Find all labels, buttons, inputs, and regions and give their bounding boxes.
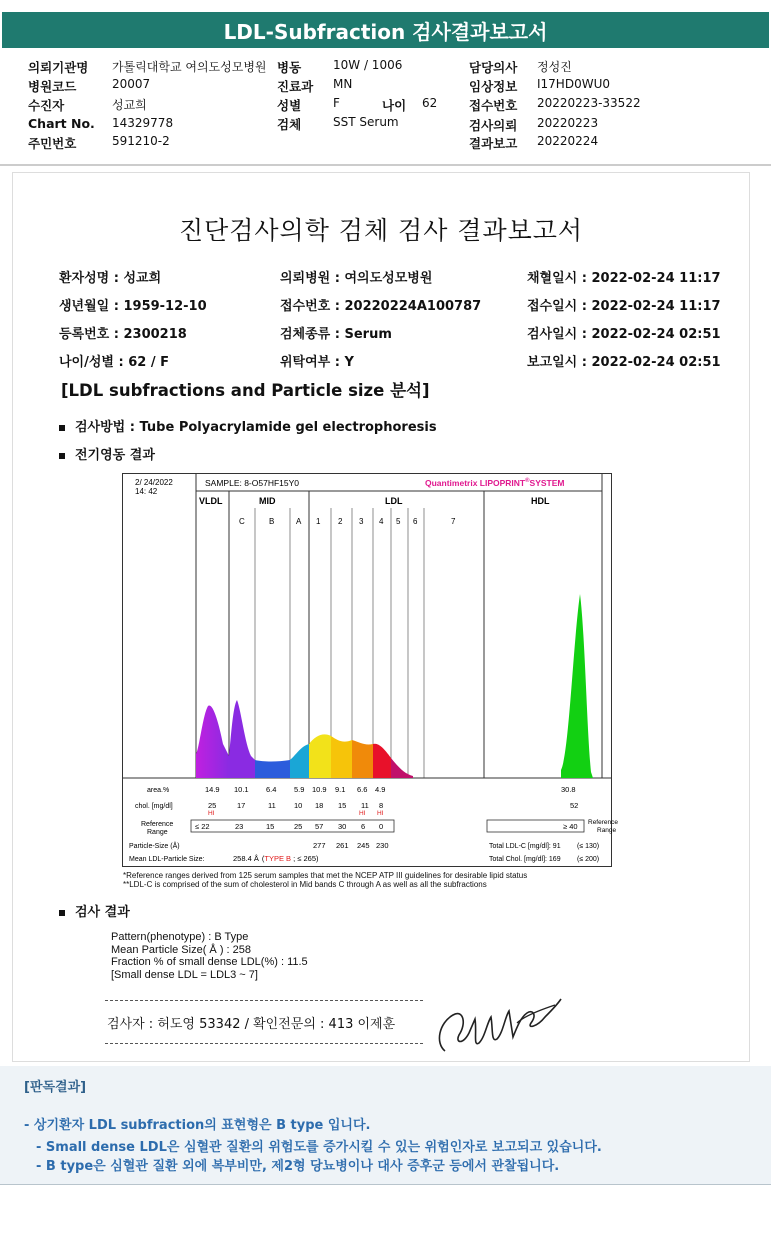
peak-ldl-3 xyxy=(352,740,373,778)
particle-3: 245 xyxy=(357,841,370,850)
chart-date: 2/ 24/2022 xyxy=(135,478,173,487)
ref-1: 57 xyxy=(315,822,324,831)
band-1: 1 xyxy=(316,517,321,526)
total-chol-ref: (≤ 200) xyxy=(577,856,600,863)
info-hospital: 의뢰병원 : 여의도성모병원 xyxy=(280,271,433,286)
ref-hdl: ≥ 40 xyxy=(563,822,578,831)
electro-line xyxy=(59,444,155,463)
mean-size-value: 258.4 Å xyxy=(233,854,259,863)
interpretation-line-3: - B type은 심혈관 질환 외에 복부비만, 제2형 당뇨병이나 대사 증후군 등에서 관찰됩니다. xyxy=(36,1159,560,1174)
label-clinical-info: 임상정보 xyxy=(469,79,518,94)
interpretation-heading: [판독결과] xyxy=(24,1080,87,1095)
particle-2: 261 xyxy=(336,841,349,850)
area-vldl: 14.9 xyxy=(205,785,220,794)
ref-values xyxy=(195,822,578,831)
hi-vldl: HI xyxy=(208,810,215,817)
report-sheet xyxy=(12,172,750,1062)
electrophoresis-chart xyxy=(122,473,618,867)
chol-b: 11 xyxy=(268,801,276,810)
report-title: 진단검사의학 검체 검사 결과보고서 xyxy=(178,216,584,245)
method-text: 검사방법 : Tube Polyacrylamide gel electrophoresis xyxy=(75,420,437,435)
peak-ldl-2 xyxy=(331,736,352,778)
label-chart-no: Chart No. xyxy=(28,116,95,131)
value-ward: 10W / 1006 xyxy=(333,58,403,72)
ref-3: 6 xyxy=(361,822,366,831)
row-ref-label: Reference xyxy=(141,821,174,828)
result-details xyxy=(111,931,308,981)
label-request-date: 검사의뢰 xyxy=(469,118,518,133)
top-strip xyxy=(0,0,771,8)
signature-text: 검사자 : 허도영 53342 / 확인전문의 : 413 이제훈 xyxy=(107,1017,396,1032)
chol-a: 10 xyxy=(294,801,303,810)
electro-label: 전기영동 결과 xyxy=(75,448,155,463)
label-ward: 병동 xyxy=(277,60,302,75)
electrophoresis-svg xyxy=(123,474,618,866)
label-sex: 성별 xyxy=(277,98,302,113)
note-1: *Reference ranges derived from 125 serum samples that met the NCEP ATP III guidelines for desirable lipid status xyxy=(123,871,528,880)
peak-ldl-4 xyxy=(373,744,391,778)
interpretation-panel xyxy=(0,1066,771,1185)
value-request-date: 20220223 xyxy=(537,116,599,130)
chol-hdl: 52 xyxy=(570,801,579,810)
chart-system-tail: SYSTEM xyxy=(529,478,565,488)
info-report-time: 보고일시 : 2022-02-24 02:51 xyxy=(527,355,721,370)
band-2: 2 xyxy=(338,517,343,526)
info-receipt-time: 접수일시 : 2022-02-24 11:17 xyxy=(527,299,721,314)
order-header xyxy=(0,52,771,166)
value-physician: 정성진 xyxy=(537,60,572,74)
value-chart-no: 14329778 xyxy=(112,116,174,130)
peak-mid-b xyxy=(255,760,290,778)
area-b: 6.4 xyxy=(266,785,277,794)
peak-hdl xyxy=(561,594,593,778)
value-sex: F xyxy=(333,96,340,110)
signature-stroke xyxy=(439,999,561,1051)
row-area-label: area.% xyxy=(147,787,170,794)
chol-3: 11 xyxy=(361,801,369,810)
label-specimen: 검체 xyxy=(277,117,302,132)
info-birth: 생년월일 : 1959-12-10 xyxy=(59,299,207,314)
row-particle-label: Particle-Size (Å) xyxy=(129,843,180,850)
chol-values xyxy=(208,801,578,810)
mean-size-line xyxy=(233,854,319,863)
signature-block xyxy=(105,1000,423,1044)
note-2: **LDL-C is comprised of the sum of cholesterol in Mid bands C through A as well as all the subfractions xyxy=(123,880,487,889)
particle-1: 277 xyxy=(313,841,326,850)
chol-1: 18 xyxy=(315,801,324,810)
bullet-icon xyxy=(59,910,65,916)
chart-time: 14: 42 xyxy=(135,487,158,496)
row-range-label: Range xyxy=(147,829,168,836)
info-test-time: 검사일시 : 2022-02-24 02:51 xyxy=(527,327,721,342)
chart-system xyxy=(425,477,565,488)
label-physician: 담당의사 xyxy=(469,60,518,75)
label-receipt-no: 접수번호 xyxy=(469,98,518,113)
group-mid: MID xyxy=(259,496,276,506)
band-6: 6 xyxy=(413,517,418,526)
page-title: LDL-Subfraction 검사결과보고서 xyxy=(2,12,769,48)
chart-system-name: Quantimetrix LIPOPRINT xyxy=(425,478,526,488)
method-line xyxy=(59,416,437,435)
info-reg-no: 등록번호 : 2300218 xyxy=(59,327,187,342)
bullet-icon xyxy=(59,453,65,459)
result-mean-size: Mean Particle Size( Å ) : 258 xyxy=(111,943,252,956)
result-pattern: Pattern(phenotype) : B Type xyxy=(111,931,249,943)
chart-system-sup: ® xyxy=(525,478,530,484)
label-patient: 수진자 xyxy=(28,98,65,113)
band-a: A xyxy=(296,517,302,526)
chart-notes xyxy=(123,871,527,889)
area-a: 5.9 xyxy=(294,785,305,794)
row-chol-label: chol. [mg/dl] xyxy=(135,803,173,810)
value-hospital-code: 20007 xyxy=(112,77,151,91)
hi-ldl4: HI xyxy=(377,810,384,817)
peak-ldl-1 xyxy=(309,734,331,778)
peak-ldl-5 xyxy=(391,758,413,778)
label-hospital-code: 병원코드 xyxy=(28,79,77,94)
particle-4: 230 xyxy=(376,841,389,850)
info-specimen-type: 검체종류 : Serum xyxy=(280,327,392,342)
value-patient: 성교희 xyxy=(112,98,147,112)
particle-values xyxy=(313,841,389,850)
interpretation-line-1: - 상기환자 LDL subfraction의 표현형은 B type 입니다. xyxy=(24,1118,371,1133)
ref-c: 23 xyxy=(235,822,244,831)
info-collect-time: 채혈일시 : 2022-02-24 11:17 xyxy=(527,271,721,286)
result-definition: [Small dense LDL = LDL3 ~ 7] xyxy=(111,968,258,981)
area-4: 4.9 xyxy=(375,785,386,794)
ref-b: 15 xyxy=(266,822,275,831)
hi-flags xyxy=(208,810,384,817)
chol-2: 15 xyxy=(338,801,347,810)
range-right-label: Range xyxy=(597,827,617,834)
band-4: 4 xyxy=(379,517,384,526)
total-chol: Total Chol. [mg/dl]: 169 xyxy=(489,856,561,863)
chol-c: 17 xyxy=(237,801,246,810)
info-age-sex: 나이/성별 : 62 / F xyxy=(59,355,170,370)
mean-open: ( xyxy=(261,854,265,863)
info-outsourced: 위탁여부 : Y xyxy=(280,355,354,370)
band-7: 7 xyxy=(451,517,456,526)
mean-type: TYPE B xyxy=(264,854,292,863)
area-c: 10.1 xyxy=(234,785,249,794)
value-specimen: SST Serum xyxy=(333,115,399,129)
area-1: 10.9 xyxy=(312,785,327,794)
mean-tail: ; ≤ 265) xyxy=(291,854,319,863)
area-2: 9.1 xyxy=(335,785,346,794)
band-dividers xyxy=(255,508,424,778)
handwritten-signature xyxy=(433,993,563,1059)
peak-mid-c xyxy=(229,700,255,778)
total-ldl-ref: (≤ 130) xyxy=(577,843,600,850)
area-values xyxy=(205,785,576,794)
total-ldl: Total LDL-C [mg/dl]: 91 xyxy=(489,843,561,850)
section-title: [LDL subfractions and Particle size 분석] xyxy=(61,381,430,400)
result-label: 검사 결과 xyxy=(75,905,130,920)
band-5: 5 xyxy=(396,517,401,526)
result-line xyxy=(59,901,130,920)
group-hdl: HDL xyxy=(531,496,550,506)
ref-4: 0 xyxy=(379,822,384,831)
row-mean-label: Mean LDL-Particle Size: xyxy=(129,856,205,863)
result-fraction: Fraction % of small dense LDL(%) : 11.5 xyxy=(111,956,308,968)
value-receipt-no: 20220223-33522 xyxy=(537,96,641,110)
value-report-date: 20220224 xyxy=(537,134,599,148)
interpretation-line-2: - Small dense LDL은 심혈관 질환의 위험도를 증가시킬 수 있는 위험인자로 보고되고 있습니다. xyxy=(36,1140,602,1155)
chart-sample: SAMPLE: 8-O57HF15Y0 xyxy=(205,478,300,488)
chol-4: 8 xyxy=(379,801,384,810)
group-ldl: LDL xyxy=(385,496,403,506)
info-receipt-no: 접수번호 : 20220224A100787 xyxy=(280,299,482,314)
hi-ldl3: HI xyxy=(359,810,366,817)
area-hdl: 30.8 xyxy=(561,785,576,794)
label-report-date: 결과보고 xyxy=(469,136,518,151)
value-age: 62 xyxy=(422,96,438,110)
info-patient-name: 환자성명 : 성교희 xyxy=(59,271,162,286)
band-c: C xyxy=(239,517,245,526)
ref-a: 25 xyxy=(294,822,303,831)
chol-vldl: 25 xyxy=(208,801,217,810)
value-clinical-info: I17HD0WU0 xyxy=(537,77,610,91)
peak-mid-a xyxy=(290,744,309,778)
band-3: 3 xyxy=(359,517,364,526)
group-vldl: VLDL xyxy=(199,496,223,506)
area-3: 6.6 xyxy=(357,785,368,794)
bullet-icon xyxy=(59,425,65,431)
band-b: B xyxy=(269,517,275,526)
label-age: 나이 xyxy=(382,98,407,113)
ref-2: 30 xyxy=(338,822,347,831)
value-resident-no: 591210-2 xyxy=(112,134,170,148)
value-department: MN xyxy=(333,77,353,91)
value-institution: 가톨릭대학교 여의도성모병원 xyxy=(112,60,267,74)
ref-vldl: ≤ 22 xyxy=(195,822,210,831)
label-resident-no: 주민번호 xyxy=(28,136,77,151)
peak-vldl xyxy=(196,706,229,778)
ref-right-label: Reference xyxy=(588,819,618,826)
label-institution: 의뢰기관명 xyxy=(28,60,89,75)
label-department: 진료과 xyxy=(277,79,314,94)
signature-underline xyxy=(517,1005,555,1023)
